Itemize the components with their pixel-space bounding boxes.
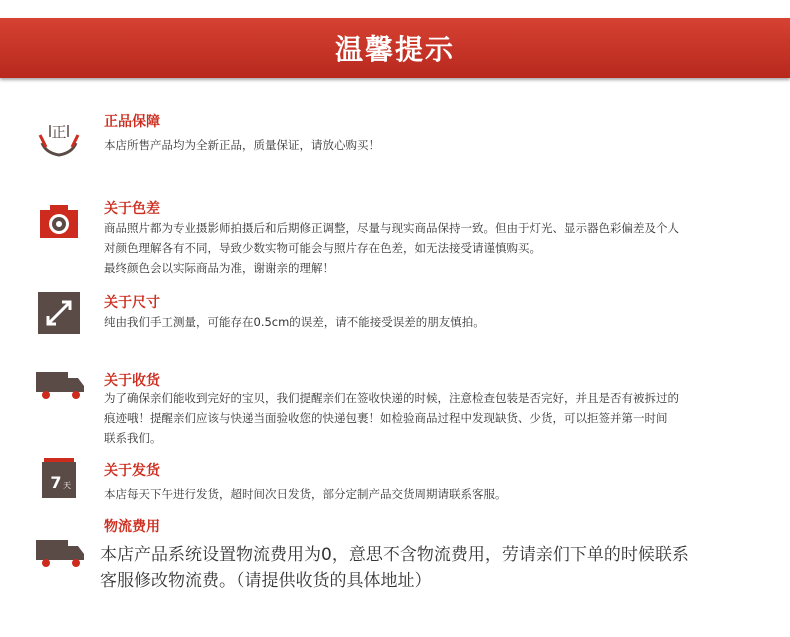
- section-body: [104, 312, 764, 332]
- body-line: 最终颜色会以实际商品为准，谢谢亲的理解！: [104, 261, 334, 275]
- section-body: [104, 135, 764, 155]
- delivery-truck-icon: [36, 368, 88, 414]
- body-line: 客服修改物流费。（请提供收货的具体地址）: [100, 571, 432, 591]
- body-line: 本店产品系统设置物流费用为0，意思不含物流费用，劳请亲们下单的时候联系: [100, 545, 689, 565]
- page-title: 温馨提示: [334, 33, 455, 66]
- header-banner: [0, 18, 790, 78]
- calendar-number: 7: [50, 473, 62, 492]
- body-line: 痕迹哦！提醒亲们应该与快递当面验收您的快递包裹！如检验商品过程中发现缺货、少货，可以拒签并第一时间: [104, 411, 668, 425]
- body-line: 为了确保亲们能收到完好的宝贝，我们提醒亲们在签收快递的时候，注意检查包装是否完好，并且是否有被拆过的: [104, 391, 679, 405]
- section-body: [104, 484, 764, 504]
- body-line: 商品照片都为专业摄影师拍摄后和后期修正调整，尽量与现实商品保持一致。但由于灯光、显示器色彩偏差及个人: [104, 221, 679, 235]
- body-line: 纯由我们手工测量，可能存在0.5cm的误差，请不能接受误差的朋友慎拍。: [104, 315, 485, 329]
- camera-icon: [36, 200, 82, 246]
- body-line: 本店每天下午进行发货，超时间次日发货，部分定制产品交货周期请联系客服。: [104, 487, 507, 501]
- resize-arrow-icon: [36, 290, 82, 336]
- section-body: [104, 218, 764, 278]
- body-line: 本店所售产品均为全新正品，质量保证，请放心购买！: [104, 138, 380, 152]
- section-title: 关于色差: [104, 201, 160, 217]
- section-title: 关于发货: [104, 463, 160, 479]
- section-body: [104, 388, 764, 448]
- calendar-unit: 天: [63, 481, 71, 490]
- handshake-quality-icon: [36, 113, 82, 159]
- quality-char: 正: [51, 123, 67, 141]
- section-body: [100, 542, 780, 594]
- body-line: 联系我们。: [104, 431, 162, 445]
- body-line: 对颜色理解各有不同，导致少数实物可能会与照片存在色差，如无法接受请谨慎购买。: [104, 241, 541, 255]
- shipping-truck-icon: [36, 536, 88, 582]
- calendar-7-icon: [36, 456, 82, 502]
- section-title: 正品保障: [104, 114, 160, 130]
- section-title: 物流费用: [104, 519, 160, 535]
- section-title: 关于收货: [104, 373, 160, 389]
- section-title: 关于尺寸: [104, 295, 160, 311]
